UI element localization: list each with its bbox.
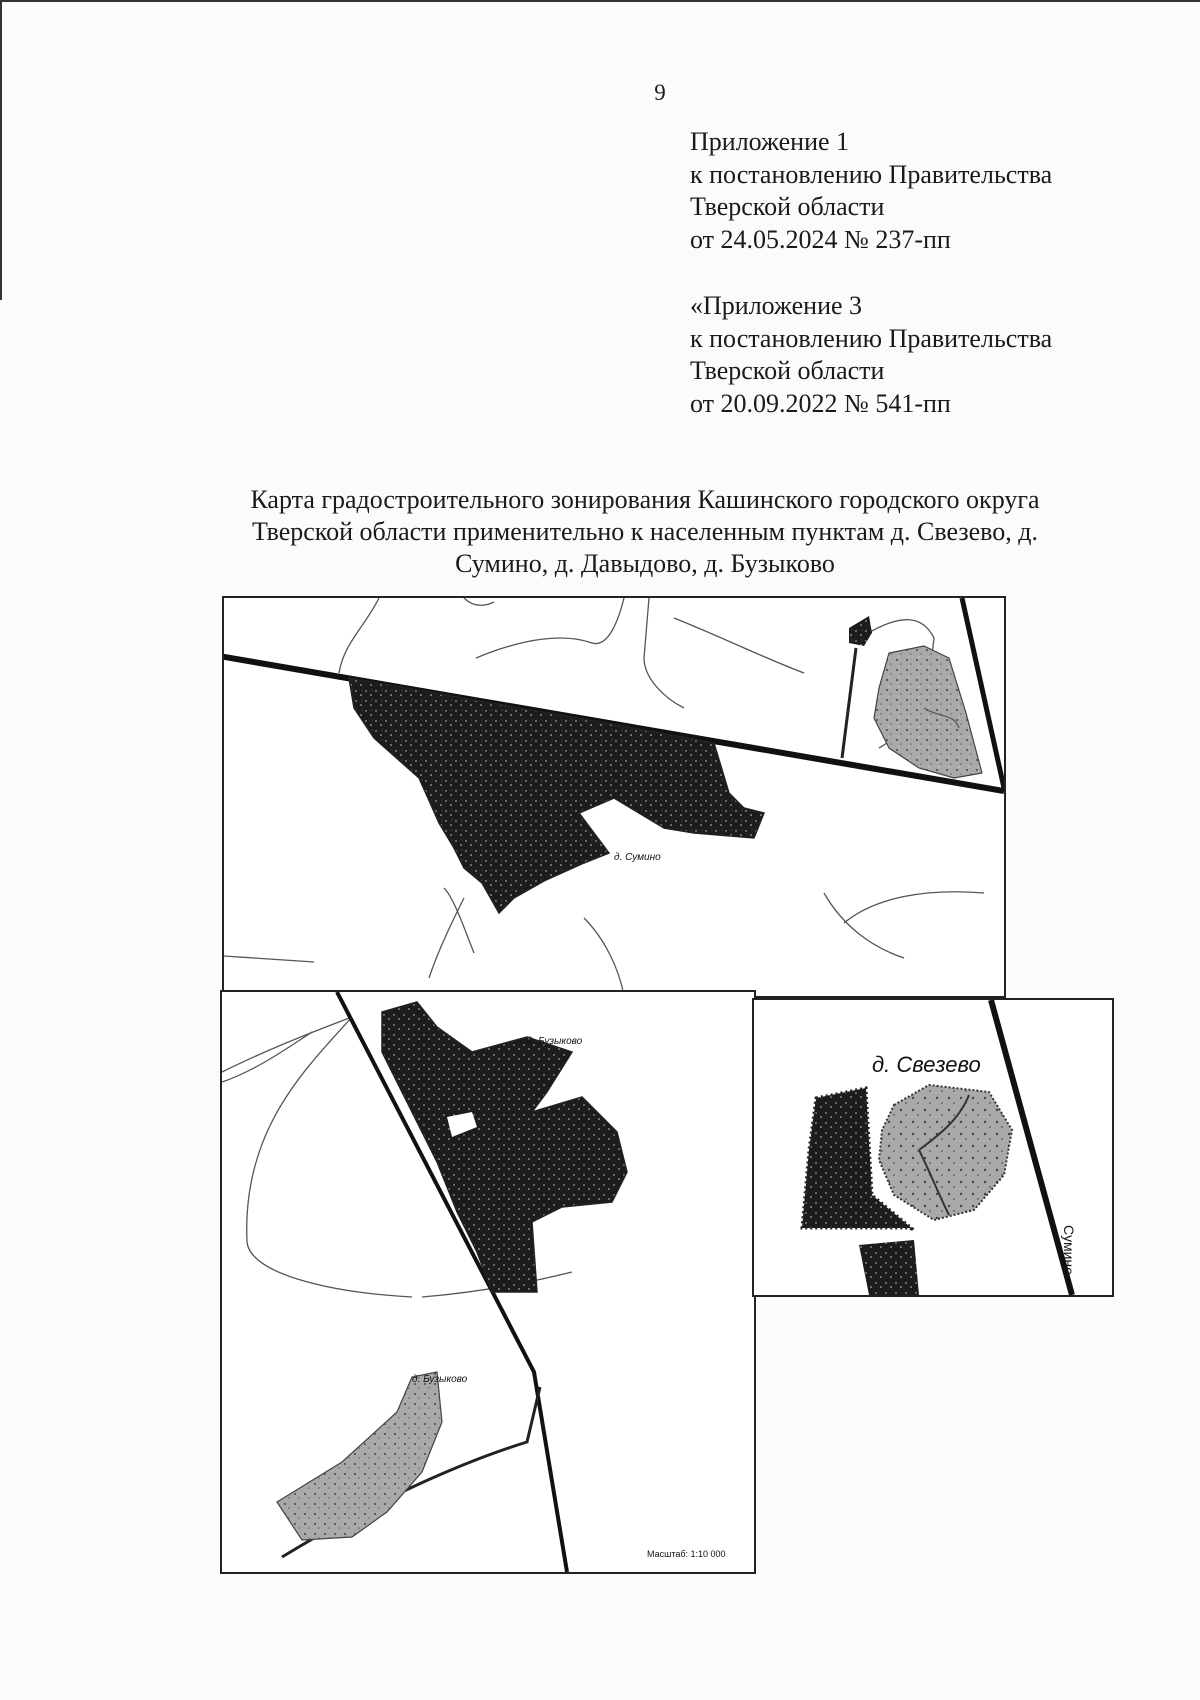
- appendix-1-line: Тверской области: [690, 192, 885, 221]
- appendix-1-line: к постановлению Правительства: [690, 159, 1053, 189]
- zone-svezevo-inset-light: [879, 1085, 1012, 1220]
- zone-svezevo-dark: [849, 616, 872, 646]
- appendix-3-line: Тверской области: [690, 356, 885, 385]
- map-panel-svezevo: [752, 998, 1114, 1297]
- map-scale-label: Масштаб: 1:10 000: [647, 1549, 726, 1559]
- appendix-1-header: [690, 126, 1052, 256]
- map-title-line: Сумино, д. Давыдово, д. Бузыково: [455, 549, 835, 578]
- map-label-svezevo: д. Свезево: [872, 1052, 981, 1077]
- map-sumino-svg: [224, 598, 1004, 996]
- scan-edge-top: [0, 0, 1200, 2]
- map-buzykovo-svg: [222, 992, 754, 1572]
- map-title-line: Карта градостроительного зонирования Кашинского городского округа: [250, 485, 1040, 514]
- appendix-1-line: Приложение 1: [690, 127, 850, 156]
- scan-edge-left: [0, 0, 2, 300]
- page-number: 9: [654, 80, 666, 105]
- map-title-line: Тверской области применительно к населенным пунктам д. Свезево, д.: [252, 517, 1038, 546]
- map-panel-sumino: [222, 596, 1006, 998]
- map-svezevo-svg: [754, 1000, 1112, 1295]
- map-label-road-sumino: Сумино: [1061, 1225, 1077, 1275]
- map-panel-buzykovo: [220, 990, 756, 1574]
- appendix-3-header: [690, 290, 1052, 420]
- map-title: [200, 484, 1090, 580]
- zone-buzykovo-south: [277, 1372, 442, 1540]
- appendix-3-line: к постановлению Правительства: [690, 323, 1053, 353]
- zone-svezevo-light: [874, 646, 982, 778]
- map-label-sumino: д. Сумино: [614, 852, 661, 863]
- appendix-3-line: от 20.09.2022 № 541-пп: [690, 388, 951, 418]
- map-label-buzykovo-top: д. Бузыково: [527, 1036, 583, 1047]
- map-label-buzykovo-bottom: д. Бузыково: [412, 1374, 468, 1385]
- appendix-1-line: от 24.05.2024 № 237-пп: [690, 224, 951, 254]
- appendix-3-line: «Приложение 3: [690, 291, 863, 320]
